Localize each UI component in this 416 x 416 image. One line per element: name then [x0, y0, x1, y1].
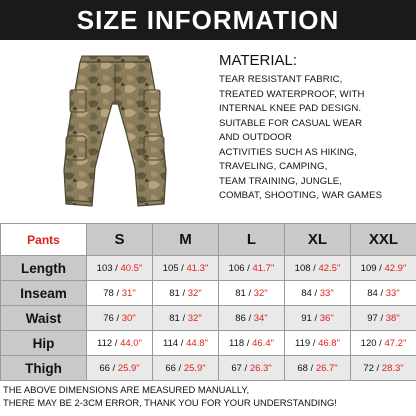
page-title: SIZE INFORMATION — [76, 4, 340, 35]
size-cell: 112 / 44.0" — [87, 331, 153, 356]
size-cell: 76 / 30" — [87, 306, 153, 331]
table-row — [1, 256, 416, 281]
material-line: TEAM TRAINING, JUNGLE, — [219, 175, 343, 187]
size-cell: 103 / 40.5" — [87, 256, 153, 281]
size-cell: 84 / 33" — [351, 281, 416, 306]
table-row — [1, 306, 416, 331]
title-banner — [0, 0, 416, 40]
inch-value: 40.5" — [120, 262, 143, 274]
cm-value: 114 — [163, 337, 179, 349]
cm-value: 120 — [360, 337, 377, 349]
cm-value: 112 — [97, 337, 113, 349]
cm-value: 66 — [165, 362, 176, 374]
inch-value: 26.7" — [315, 362, 338, 374]
inch-value: 44.8" — [186, 337, 208, 349]
size-cell: 120 / 47.2" — [351, 331, 416, 356]
table-row — [1, 356, 416, 381]
size-cell: 81 / 32" — [153, 281, 219, 306]
inch-value: 42.5" — [318, 262, 341, 274]
material-line: TRAVELING, CAMPING, — [219, 161, 328, 172]
inch-value: 47.2" — [384, 337, 407, 349]
inch-value: 30" — [121, 312, 136, 324]
cm-value: 86 — [235, 312, 246, 324]
row-label: Thigh — [1, 356, 87, 381]
inch-value: 46.4" — [252, 337, 274, 349]
cm-value: 84 — [367, 287, 378, 299]
cm-value: 118 — [229, 337, 245, 349]
size-header: XL — [285, 224, 351, 256]
size-header: M — [153, 224, 219, 256]
size-cell: 68 / 26.7" — [285, 356, 351, 381]
cm-value: 84 — [301, 287, 312, 299]
material-line: INTERNAL KNEE PAD DESIGN. — [219, 103, 362, 114]
inch-value: 34" — [253, 312, 268, 324]
size-cell: 81 / 32" — [219, 281, 285, 306]
cm-value: 106 — [228, 262, 245, 274]
inch-value: 46.8" — [318, 337, 340, 349]
cm-value: 103 — [96, 262, 113, 274]
material-line: TEAR RESISTANT FABRIC, — [219, 74, 343, 85]
size-cell: 81 / 32" — [153, 306, 219, 331]
inch-value: 28.3" — [381, 362, 404, 374]
inch-value: 32" — [187, 312, 202, 324]
cm-value: 76 — [103, 312, 114, 324]
cm-value: 78 — [103, 287, 114, 299]
cm-value: 81 — [169, 312, 180, 324]
inch-value: 42.9" — [384, 262, 407, 274]
size-cell: 106 / 41.7" — [219, 256, 285, 281]
inch-value: 32" — [253, 287, 268, 299]
table-row — [1, 331, 416, 356]
cm-value: 91 — [301, 312, 312, 324]
inch-value: 31" — [121, 287, 136, 299]
size-cell: 86 / 34" — [219, 306, 285, 331]
material-line: TREATED WATERPROOF, WITH — [219, 88, 365, 100]
cm-value: 108 — [294, 262, 311, 274]
inch-value: 25.9" — [117, 362, 140, 374]
row-label: Length — [1, 256, 87, 281]
material-description — [219, 73, 414, 204]
cm-value: 97 — [367, 312, 378, 324]
material-line: COMBAT, SHOOTING, WAR GAMES — [219, 190, 383, 201]
inch-value: 41.7" — [252, 262, 275, 274]
cm-value: 72 — [363, 362, 374, 374]
material-line: ACTIVITIES SUCH AS HIKING, — [219, 146, 358, 158]
table-row — [1, 281, 416, 306]
size-cell: 105 / 41.3" — [153, 256, 219, 281]
size-cell: 109 / 42.9" — [351, 256, 416, 281]
material-line: SUITABLE FOR CASUAL WEAR — [219, 117, 363, 129]
camouflage-pants-image — [40, 50, 190, 210]
size-cell: 108 / 42.5" — [285, 256, 351, 281]
inch-value: 32" — [187, 287, 202, 299]
size-cell: 118 / 46.4" — [219, 331, 285, 356]
size-header: S — [87, 224, 153, 256]
measurement-note — [3, 384, 415, 409]
note-line: THERE MAY BE 2-3CM ERROR, THANK YOU FOR YOUR UNDERSTANDING! — [3, 396, 337, 408]
size-cell: 66 / 25.9" — [87, 356, 153, 381]
size-header: XXL — [351, 224, 416, 256]
size-cell: 84 / 33" — [285, 281, 351, 306]
size-cell: 67 / 26.3" — [219, 356, 285, 381]
size-cell: 97 / 38" — [351, 306, 416, 331]
cm-value: 66 — [99, 362, 110, 374]
material-line: AND OUTDOOR — [219, 132, 293, 143]
size-cell: 119 / 46.8" — [285, 331, 351, 356]
cm-value: 68 — [297, 362, 308, 374]
row-label: Waist — [1, 306, 87, 331]
inch-value: 33" — [385, 287, 400, 299]
size-header: L — [219, 224, 285, 256]
inch-value: 41.3" — [186, 262, 209, 274]
cm-value: 81 — [169, 287, 180, 299]
cm-value: 109 — [360, 262, 377, 274]
row-label: Hip — [1, 331, 87, 356]
inch-value: 25.9" — [183, 362, 206, 374]
cm-value: 67 — [231, 362, 242, 374]
row-label: Inseam — [1, 281, 87, 306]
inch-value: 38" — [385, 312, 400, 324]
note-line: THE ABOVE DIMENSIONS ARE MEASURED MANUALLY, — [3, 384, 250, 395]
corner-label: Pants — [1, 224, 87, 256]
inch-value: 33" — [319, 287, 334, 299]
size-cell: 72 / 28.3" — [351, 356, 416, 381]
size-cell: 66 / 25.9" — [153, 356, 219, 381]
inch-value: 36" — [319, 312, 334, 324]
cm-value: 105 — [162, 262, 179, 274]
size-cell: 114 / 44.8" — [153, 331, 219, 356]
size-cell: 78 / 31" — [87, 281, 153, 306]
cm-value: 81 — [235, 287, 246, 299]
size-header-row — [1, 224, 416, 256]
material-heading: MATERIAL: — [219, 52, 298, 69]
size-cell: 91 / 36" — [285, 306, 351, 331]
size-chart-table — [0, 223, 416, 381]
inch-value: 44.0" — [120, 337, 142, 349]
cm-value: 119 — [295, 337, 311, 349]
inch-value: 26.3" — [249, 362, 272, 374]
